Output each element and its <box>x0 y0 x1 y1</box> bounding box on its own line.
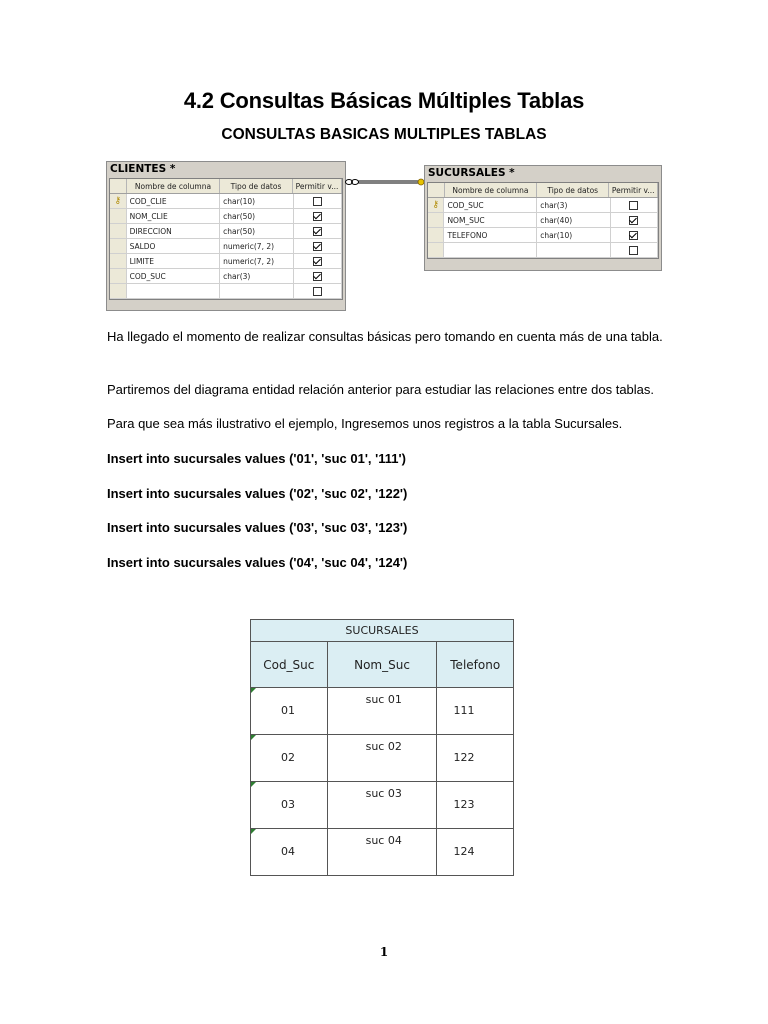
page-number: 1 <box>379 945 389 959</box>
er-column-row[interactable] <box>110 209 342 224</box>
document-title: 4.2 Consultas Básicas Múltiples Tablas <box>183 88 585 113</box>
cod-suc-cell <box>251 829 328 876</box>
column-type: char(50) <box>220 209 294 223</box>
cell-value: suc 03 <box>365 787 402 800</box>
row-selector[interactable] <box>428 213 444 227</box>
er-column-row[interactable] <box>428 228 658 243</box>
cell-value: suc 02 <box>365 740 402 753</box>
row-selector[interactable] <box>428 243 444 257</box>
cell-value: 123 <box>453 798 475 811</box>
primary-key-icon: ⚷ <box>114 196 122 206</box>
row-selector[interactable] <box>110 194 127 208</box>
er-table-title: CLIENTES * <box>110 163 176 175</box>
column-name: COD_SUC <box>444 198 537 212</box>
insert-statement: Insert into sucursales values ('01', 'suc 01', '111') <box>107 451 406 466</box>
intro-paragraph: Ha llegado el momento de realizar consultas básicas pero tomando en cuenta más de una tabla. <box>107 329 663 344</box>
cell-value: suc 01 <box>365 693 402 706</box>
er-column-grid <box>109 178 343 300</box>
er-column-grid <box>427 182 659 259</box>
er-column-row[interactable] <box>110 224 342 239</box>
cell-value: 111 <box>453 704 475 717</box>
cell-marker <box>251 688 256 693</box>
cell-marker <box>251 735 256 740</box>
column-type: char(3) <box>537 198 610 212</box>
er-table-clientes <box>106 161 346 311</box>
column-type <box>537 243 610 257</box>
row-selector[interactable] <box>110 254 127 268</box>
allow-nulls-cell <box>294 194 342 208</box>
cell-value: 122 <box>453 751 475 764</box>
insert-statement: Insert into sucursales values ('03', 'suc 03', '123') <box>107 520 408 535</box>
column-name: COD_SUC <box>127 269 221 283</box>
allow-nulls-checkbox[interactable] <box>313 242 322 251</box>
insert-statement: Insert into sucursales values ('02', 'suc 02', '122') <box>107 486 408 501</box>
column-type: char(10) <box>537 228 610 242</box>
er-column-row[interactable] <box>428 243 658 258</box>
allow-nulls-cell <box>294 254 342 268</box>
table-row <box>251 688 514 735</box>
cell-value: suc 04 <box>365 834 402 847</box>
er-column-row[interactable] <box>110 284 342 299</box>
cell-marker <box>251 829 256 834</box>
column-name: NOM_CLIE <box>127 209 221 223</box>
cod-suc-cell <box>251 735 328 782</box>
er-column-row[interactable] <box>428 213 658 228</box>
column-name: LIMITE <box>127 254 221 268</box>
diagram-paragraph: Partiremos del diagrama entidad relación anterior para estudiar las relaciones entre dos tablas. <box>107 382 655 397</box>
er-column-header: Tipo de datos <box>537 183 609 197</box>
column-type: numeric(7, 2) <box>220 254 294 268</box>
er-table-title: SUCURSALES * <box>428 167 515 179</box>
column-name: TELEFONO <box>444 228 537 242</box>
er-column-row[interactable] <box>110 194 342 209</box>
column-type: numeric(7, 2) <box>220 239 294 253</box>
column-header: Cod_Suc <box>251 642 328 688</box>
er-column-header: Nombre de columna <box>445 183 537 197</box>
sucursales-table <box>250 619 514 876</box>
er-column-header: Nombre de columna <box>127 179 220 193</box>
telefono-cell <box>437 735 514 782</box>
telefono-cell <box>437 782 514 829</box>
row-selector[interactable] <box>428 228 444 242</box>
cell-marker <box>251 782 256 787</box>
allow-nulls-cell <box>294 209 342 223</box>
nom-suc-cell <box>327 782 437 829</box>
er-column-header: Permitir v... <box>609 183 658 197</box>
table-row <box>251 782 514 829</box>
allow-nulls-cell <box>611 213 658 227</box>
column-name: DIRECCION <box>127 224 221 238</box>
column-name <box>444 243 537 257</box>
relationship-connector <box>344 176 426 188</box>
column-header: Nom_Suc <box>327 642 437 688</box>
row-selector[interactable] <box>110 284 127 298</box>
telefono-cell <box>437 829 514 876</box>
insert-statement: Insert into sucursales values ('04', 'suc 04', '124') <box>107 555 408 570</box>
cod-suc-cell <box>251 688 328 735</box>
column-type: char(3) <box>220 269 294 283</box>
allow-nulls-cell <box>611 198 658 212</box>
allow-nulls-cell <box>611 243 658 257</box>
allow-nulls-checkbox[interactable] <box>313 197 322 206</box>
allow-nulls-checkbox[interactable] <box>629 246 638 255</box>
allow-nulls-cell <box>294 269 342 283</box>
column-name: SALDO <box>127 239 221 253</box>
allow-nulls-checkbox[interactable] <box>313 287 322 296</box>
cell-value: 01 <box>281 704 295 717</box>
er-column-row[interactable] <box>110 254 342 269</box>
cell-value: 03 <box>281 798 295 811</box>
cell-value: 124 <box>453 845 475 858</box>
column-name <box>127 284 221 298</box>
table-row <box>251 829 514 876</box>
row-selector[interactable] <box>110 239 127 253</box>
cod-suc-cell <box>251 782 328 829</box>
telefono-cell <box>437 688 514 735</box>
column-type: char(50) <box>220 224 294 238</box>
row-selector[interactable] <box>428 198 444 212</box>
row-selector[interactable] <box>110 209 127 223</box>
er-table-sucursales <box>424 165 662 271</box>
records-paragraph: Para que sea más ilustrativo el ejemplo, Ingresemos unos registros a la tabla Sucursales. <box>107 416 623 431</box>
primary-key-icon: ⚷ <box>432 200 440 210</box>
column-name: NOM_SUC <box>444 213 537 227</box>
allow-nulls-checkbox[interactable] <box>629 216 638 225</box>
allow-nulls-cell <box>611 228 658 242</box>
column-header: Telefono <box>437 642 514 688</box>
nom-suc-cell <box>327 688 437 735</box>
cell-value: 02 <box>281 751 295 764</box>
row-selector-header <box>110 179 127 193</box>
nom-suc-cell <box>327 829 437 876</box>
table-header-row <box>251 642 514 688</box>
allow-nulls-checkbox[interactable] <box>313 272 322 281</box>
row-selector[interactable] <box>110 224 127 238</box>
column-name: COD_CLIE <box>127 194 221 208</box>
er-column-row[interactable] <box>428 198 658 213</box>
allow-nulls-checkbox[interactable] <box>629 201 638 210</box>
row-selector[interactable] <box>110 269 127 283</box>
er-column-row[interactable] <box>110 269 342 284</box>
allow-nulls-cell <box>294 284 342 298</box>
table-row <box>251 735 514 782</box>
column-type: char(10) <box>220 194 294 208</box>
er-header-row <box>428 183 658 198</box>
document-subtitle: CONSULTAS BASICAS MULTIPLES TABLAS <box>221 126 547 143</box>
er-header-row <box>110 179 342 194</box>
row-selector-header <box>428 183 445 197</box>
allow-nulls-checkbox[interactable] <box>313 212 322 221</box>
er-column-row[interactable] <box>110 239 342 254</box>
allow-nulls-cell <box>294 239 342 253</box>
er-column-header: Permitir v... <box>293 179 342 193</box>
allow-nulls-cell <box>294 224 342 238</box>
nom-suc-cell <box>327 735 437 782</box>
er-column-header: Tipo de datos <box>220 179 293 193</box>
column-type <box>220 284 294 298</box>
table-caption: SUCURSALES <box>251 620 514 642</box>
cell-value: 04 <box>281 845 295 858</box>
allow-nulls-checkbox[interactable] <box>313 257 322 266</box>
allow-nulls-checkbox[interactable] <box>313 227 322 236</box>
allow-nulls-checkbox[interactable] <box>629 231 638 240</box>
column-type: char(40) <box>537 213 610 227</box>
